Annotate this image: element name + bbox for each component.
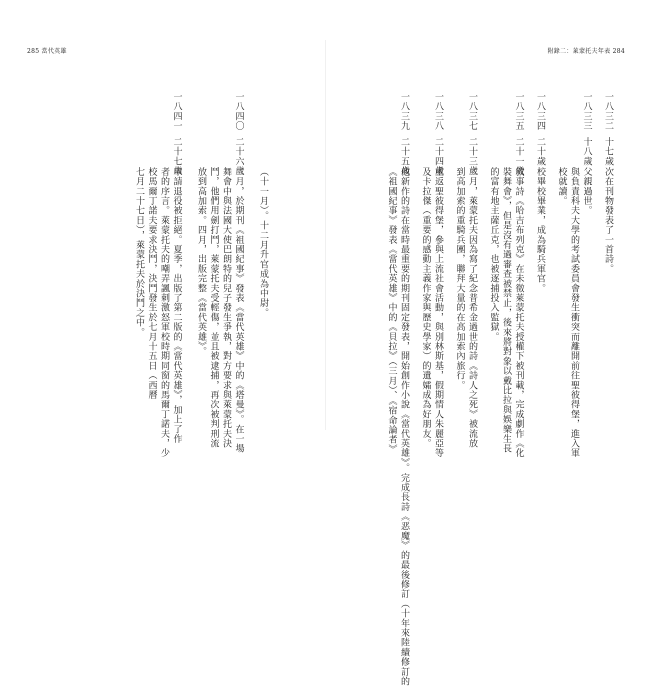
timeline-text-line: 《祖國紀事》發表《當代英雄》中的《貝拉》（三月）、《宿命論者》	[386, 167, 397, 455]
timeline-text-line: 校馬爾丁諾夫要求決鬥，決鬥發生於七月十五日（西曆	[146, 167, 157, 400]
left-page-header: 285 當代英雄	[27, 48, 67, 55]
timeline-text-line: 申請退役被拒絕。夏季，出版了第二版的《當代英雄》，加上了作	[171, 167, 182, 444]
timeline-year: 一八三七	[467, 92, 477, 131]
timeline-text-line: 二月，萊蒙托夫因為寫了紀念普希金過世的詩《詩人之死》被流放	[467, 167, 477, 449]
timeline-age: 二十五歲	[399, 137, 409, 176]
timeline-text-line: 者的序言。萊蒙托夫的嘲弄諷刺激怒軍校時期同窗的馬爾丁諾夫，少	[159, 167, 169, 458]
timeline-age: 二十一歲	[513, 137, 524, 176]
timeline-year: 一八三四	[535, 92, 545, 131]
timeline-age: 二十歲	[535, 137, 545, 167]
timeline-text-line: 七月二十七日），萊蒙托夫於決鬥之中。	[134, 167, 144, 338]
timeline-age: 二十三歲	[467, 137, 477, 176]
timeline-year: 一八四一	[171, 92, 182, 131]
timeline-text-line: 的富有地主薩丘克，也被逐捕投入監獄。	[488, 167, 499, 342]
timeline-text-line: 舞會中與法國大使巴朗特的兒子發生爭執，對方要求與萊蒙托夫決	[221, 167, 231, 449]
timeline-text-line: 鬥，他們用劍打鬥，萊蒙托夫受輕傷，並且被逮捕，再次被判刑流	[208, 167, 219, 449]
timeline-text-line: 重返聖彼得堡，參與上流社會活動，與別林斯基，假期情人朱麗亞等	[433, 167, 443, 458]
timeline-text-line: 與負責科夫大學的考試委員會發生衝突而離開前往聖彼得堡，進入軍	[569, 167, 579, 458]
timeline-text-line: 二月，於期刊《祖國紀事》發表《當代英雄》中的《塔曼》。在一場	[233, 167, 244, 454]
timeline-text-line: 裝舞會》，但是沒有過審查被禁止，後來將對象以戴比拉與娛樂生長	[501, 167, 511, 454]
timeline-age: 二十六歲	[233, 137, 244, 176]
timeline-year: 一八三二	[603, 92, 613, 131]
timeline-age: 二十四歲	[433, 137, 443, 176]
timeline-text-line: （十一月）。十二月升官成為中尉。	[258, 167, 268, 318]
timeline-text-line: 次在刊物發表了一首詩。	[603, 167, 613, 274]
page-gutter	[325, 40, 326, 430]
timeline-text-line: 敘事詩《哈吉布列克》在未徵萊蒙托夫授權下被刊載，完成劇作《化	[513, 167, 524, 458]
timeline-text-line: 父親過世。	[581, 167, 592, 216]
timeline-age: 十八歲	[581, 137, 592, 167]
timeline-text-line: 到高加索的重騎兵團，聯拜大量的在高加索內旅行。	[454, 167, 465, 391]
timeline-text-line: 及卡拉傑（重要的感動主義作家與歷史學家）的遺孀成為好朋友。	[420, 167, 431, 449]
timeline-text-line: 他新作的詩在當時最重要的期刊固定發表，開始創作小說《當代英雄》。完成長詩《恶魔》的最後修訂（十年來陸續修訂的	[399, 167, 409, 686]
timeline-age: 二十七歲	[171, 137, 182, 176]
timeline-text-line: 校就讀。	[556, 167, 567, 206]
timeline-text-line: 校畢校畢業，成為騎兵軍官。	[535, 167, 545, 294]
timeline-year: 一八三九	[399, 92, 409, 131]
right-page-header: 附錄二：萊蒙托夫年表 284	[547, 48, 625, 55]
timeline-year: 一八四〇	[233, 92, 244, 131]
timeline-year: 一八三五	[513, 92, 524, 131]
timeline-age: 十七歲	[603, 137, 613, 167]
timeline-year: 一八三八	[433, 92, 443, 131]
timeline-text-line: 放到高加索。四月，出版完整《當代英雄》。	[196, 167, 206, 357]
timeline-year: 一八三三	[581, 92, 592, 131]
